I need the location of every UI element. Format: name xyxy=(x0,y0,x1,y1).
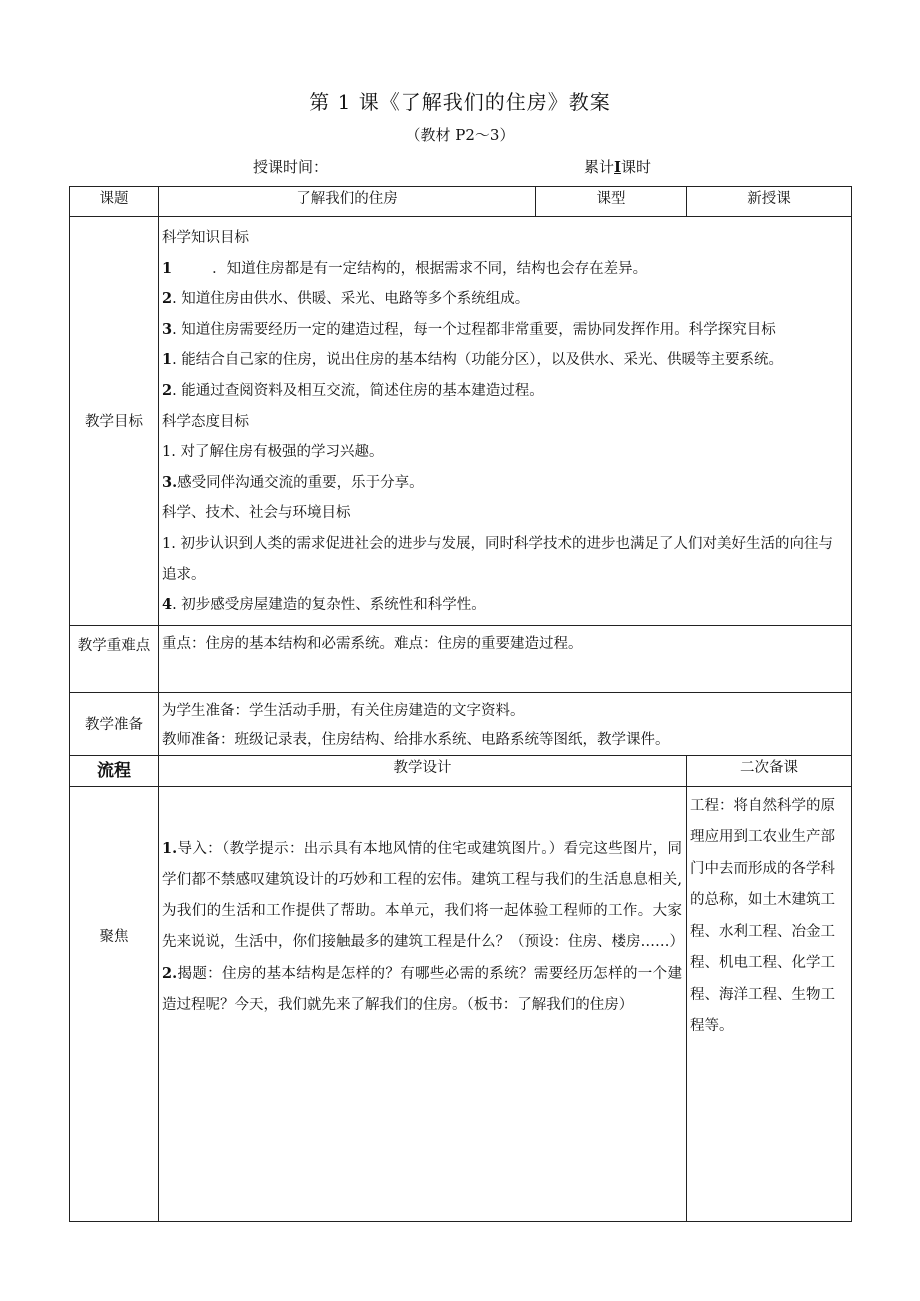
key-points-row xyxy=(70,625,852,692)
knowledge-goal-2 xyxy=(162,284,845,315)
preparation-label: 教学准备 xyxy=(70,692,159,755)
topic-reveal-text: 揭题：住房的基本结构是怎样的？有哪些必需的系统？需要经历怎样的一个建造过程呢？今天，我们就先来了解我们的住房。（板书：了解我们的住房） xyxy=(162,965,682,1013)
cumulative-suffix: 课时 xyxy=(621,158,652,176)
flow-header-row xyxy=(70,755,852,786)
textbook-pages: （教材 P2～3） xyxy=(405,126,515,144)
preparation-content xyxy=(159,692,852,755)
key-points-text: 重点：住房的基本结构和必需系统。难点：住房的重要建造过程。 xyxy=(159,625,852,692)
goal-text: . 知道住房由供水、供暖、采光、电路等多个系统组成。 xyxy=(172,291,530,308)
goal-text: 感受同伴沟通交流的重要，乐于分享。 xyxy=(177,474,424,491)
knowledge-heading: 科学知识目标 xyxy=(162,230,249,246)
teacher-preparation: 教师准备：班级记录表，住房结构、给排水系统、电路系统等图纸，教学课件。 xyxy=(162,731,670,748)
cumulative-prefix: 累计 xyxy=(584,158,615,176)
lesson-plan-table xyxy=(69,186,852,1222)
preparation-row xyxy=(70,692,852,755)
goal-number: 1 xyxy=(162,259,173,277)
cumulative-number: I xyxy=(614,158,622,176)
goal-number: 3. xyxy=(162,473,178,491)
focus-row xyxy=(70,786,852,1221)
secondary-prep-header: 二次备课 xyxy=(687,755,852,786)
goal-text: . 能结合自己家的住房，说出住房的基本结构（功能分区），以及供水、采光、供暖等主要系统。 xyxy=(172,352,784,369)
type-value: 新授课 xyxy=(687,187,852,217)
student-preparation: 为学生准备：学生活动手册，有关住房建造的文字资料。 xyxy=(162,702,525,719)
focus-label: 聚焦 xyxy=(70,786,159,1221)
lesson-title: 第 1 课《了解我们的住房》教案 xyxy=(309,90,611,114)
sts-heading: 科学、技术、社会与环境目标 xyxy=(162,505,351,522)
secondary-prep-note: 工程：将自然科学的原理应用到工农业生产部门中去而形成的各学科的总称，如土木建筑工程、水利工程、冶金工程、机电工程、化学工程、海洋工程、生物工程等。 xyxy=(687,786,852,1221)
goal-text: . 知道住房需要经历一定的建造过程，每一个过程都非常重要，需协同发挥作用。科学探究目标 xyxy=(172,321,776,338)
sts-goal-2 xyxy=(162,590,845,621)
focus-design xyxy=(159,786,687,1221)
explore-goal-2 xyxy=(162,376,845,407)
goal-number: 1 xyxy=(162,351,173,369)
topic-value: 了解我们的住房 xyxy=(159,187,536,217)
step-number: 2. xyxy=(162,964,178,982)
knowledge-goal-1 xyxy=(162,254,845,285)
teaching-time-label: 授课时间： xyxy=(253,158,329,176)
topic-label: 课题 xyxy=(70,187,159,217)
goal-number: 4 xyxy=(162,596,173,614)
goal-number: 3 xyxy=(162,320,173,338)
cumulative-hours xyxy=(584,156,651,177)
goals-label: 教学目标 xyxy=(70,217,159,626)
goal-text: . 能通过查阅资料及相互交流，简述住房的基本建造过程。 xyxy=(172,382,544,399)
goal-text: . 初步感受房屋建造的复杂性、系统性和科学性。 xyxy=(172,597,486,614)
goal-number: 2 xyxy=(162,290,173,308)
key-points-label: 教学重难点 xyxy=(70,625,159,692)
attitude-heading: 科学态度目标 xyxy=(162,413,249,430)
attitude-goal-2 xyxy=(162,468,845,499)
type-label: 课型 xyxy=(536,187,687,217)
goals-content xyxy=(159,217,852,626)
goal-number: 2 xyxy=(162,381,173,399)
goal-text: ．知道住房都是有一定结构的，根据需求不同，结构也会存在差异。 xyxy=(212,260,648,277)
step-number: 1. xyxy=(162,839,178,857)
goals-row xyxy=(70,217,852,626)
knowledge-goal-3 xyxy=(162,315,845,346)
design-header: 教学设计 xyxy=(159,755,687,786)
explore-goal-1 xyxy=(162,345,845,376)
flow-header: 流程 xyxy=(70,755,159,786)
sts-goal-1: 1. 初步认识到人类的需求促进社会的进步与发展，同时科学技术的进步也满足了人们对美好生活的向往与追求。 xyxy=(162,535,833,583)
intro-text: 导入：（教学提示：出示具有本地风情的住宅或建筑图片。）看完这些图片，同学们都不禁感叹建筑设计的巧妙和工程的宏伟。建筑工程与我们的生活息息相关,为我们的生活和工作提供了帮助。本单元，我们将一起体验工程师的工作。大家先来说说，生活中，你们接触最多的建筑工程是什么？（预设：住房、楼房……） xyxy=(162,840,684,950)
attitude-goal-1: 1. 对了解住房有极强的学习兴趣。 xyxy=(162,444,384,461)
topic-row xyxy=(70,187,852,217)
